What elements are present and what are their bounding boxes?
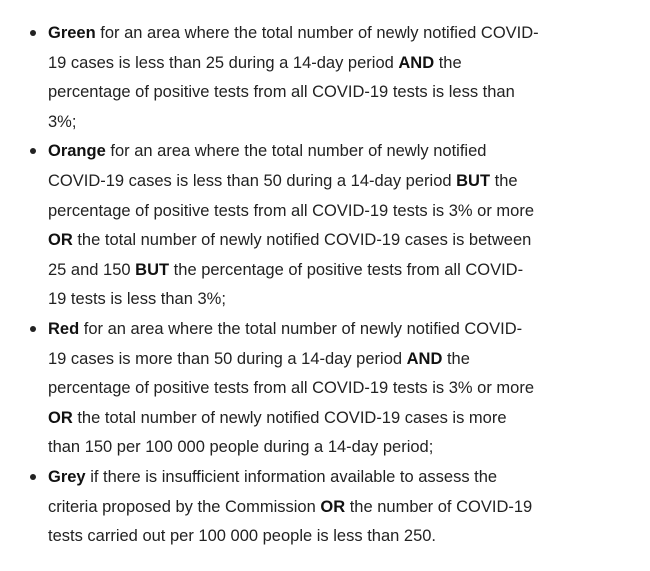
list-item-green xyxy=(48,19,608,137)
bullet-icon xyxy=(30,148,36,154)
line-text: 3%; xyxy=(48,112,77,131)
color-label-grey: Grey xyxy=(48,467,86,486)
text-line xyxy=(48,522,608,552)
line-text: the number of COVID-19 xyxy=(345,497,533,516)
line-text: percentage of positive tests from all COVID-19 tests is less than xyxy=(48,83,515,102)
line-text: 19 cases is more than 50 during a 14-day period xyxy=(48,349,407,368)
list-item-grey xyxy=(48,463,608,552)
text-line xyxy=(48,226,608,256)
line-text: 19 tests is less than 3%; xyxy=(48,290,226,309)
line-text: the xyxy=(490,171,518,190)
bullet-icon xyxy=(30,30,36,36)
line-text: the percentage of positive tests from all COVID- xyxy=(169,260,524,279)
text-line xyxy=(48,315,608,345)
line-text: tests carried out per 100 000 people is less than 250. xyxy=(48,527,436,546)
text-line xyxy=(48,197,608,227)
bold-keyword: BUT xyxy=(456,171,491,190)
line-text: for an area where the total number of newly notified COVID- xyxy=(79,319,523,338)
line-text: criteria proposed by the Commission xyxy=(48,497,321,516)
list-item-orange xyxy=(48,137,608,315)
text-line xyxy=(48,285,608,315)
bold-keyword: BUT xyxy=(135,260,170,279)
line-text: the total number of newly notified COVID-19 cases is between xyxy=(72,231,532,250)
color-label-red: Red xyxy=(48,319,80,338)
line-text: for an area where the total number of newly notified xyxy=(105,142,487,161)
risk-criteria-list xyxy=(48,19,608,552)
text-line xyxy=(48,256,608,286)
text-line xyxy=(48,167,608,197)
bold-keyword: OR xyxy=(48,231,73,250)
line-text: percentage of positive tests from all COVID-19 tests is 3% or more xyxy=(48,201,535,220)
text-line xyxy=(48,49,608,79)
line-text: if there is insufficient information available to assess the xyxy=(85,467,498,486)
line-text: percentage of positive tests from all COVID-19 tests is 3% or more xyxy=(48,379,535,398)
bold-keyword: OR xyxy=(48,408,73,427)
list-item-red xyxy=(48,315,608,463)
line-text: COVID-19 cases is less than 50 during a 14-day period xyxy=(48,171,457,190)
text-line xyxy=(48,463,608,493)
text-line xyxy=(48,374,608,404)
text-line xyxy=(48,345,608,375)
color-label-orange: Orange xyxy=(48,142,106,161)
bold-keyword: AND xyxy=(398,53,435,72)
line-text: for an area where the total number of newly notified COVID- xyxy=(95,24,539,42)
text-line xyxy=(48,493,608,523)
line-text: the xyxy=(442,349,470,368)
text-line xyxy=(48,78,608,108)
text-line xyxy=(48,433,608,463)
text-line xyxy=(48,137,608,167)
bullet-icon xyxy=(30,474,36,480)
line-text: the total number of newly notified COVID-19 cases is more xyxy=(72,408,507,427)
line-text: 25 and 150 xyxy=(48,260,136,279)
color-label-green: Green xyxy=(48,24,96,42)
bold-keyword: OR xyxy=(320,497,346,516)
text-line xyxy=(48,19,608,49)
line-text: than 150 per 100 000 people during a 14-day period; xyxy=(48,438,434,457)
text-line xyxy=(48,108,608,138)
line-text: 19 cases is less than 25 during a 14-day period xyxy=(48,53,399,72)
line-text: the xyxy=(434,53,462,72)
bullet-icon xyxy=(30,326,36,332)
text-line xyxy=(48,404,608,434)
bold-keyword: AND xyxy=(406,349,443,368)
